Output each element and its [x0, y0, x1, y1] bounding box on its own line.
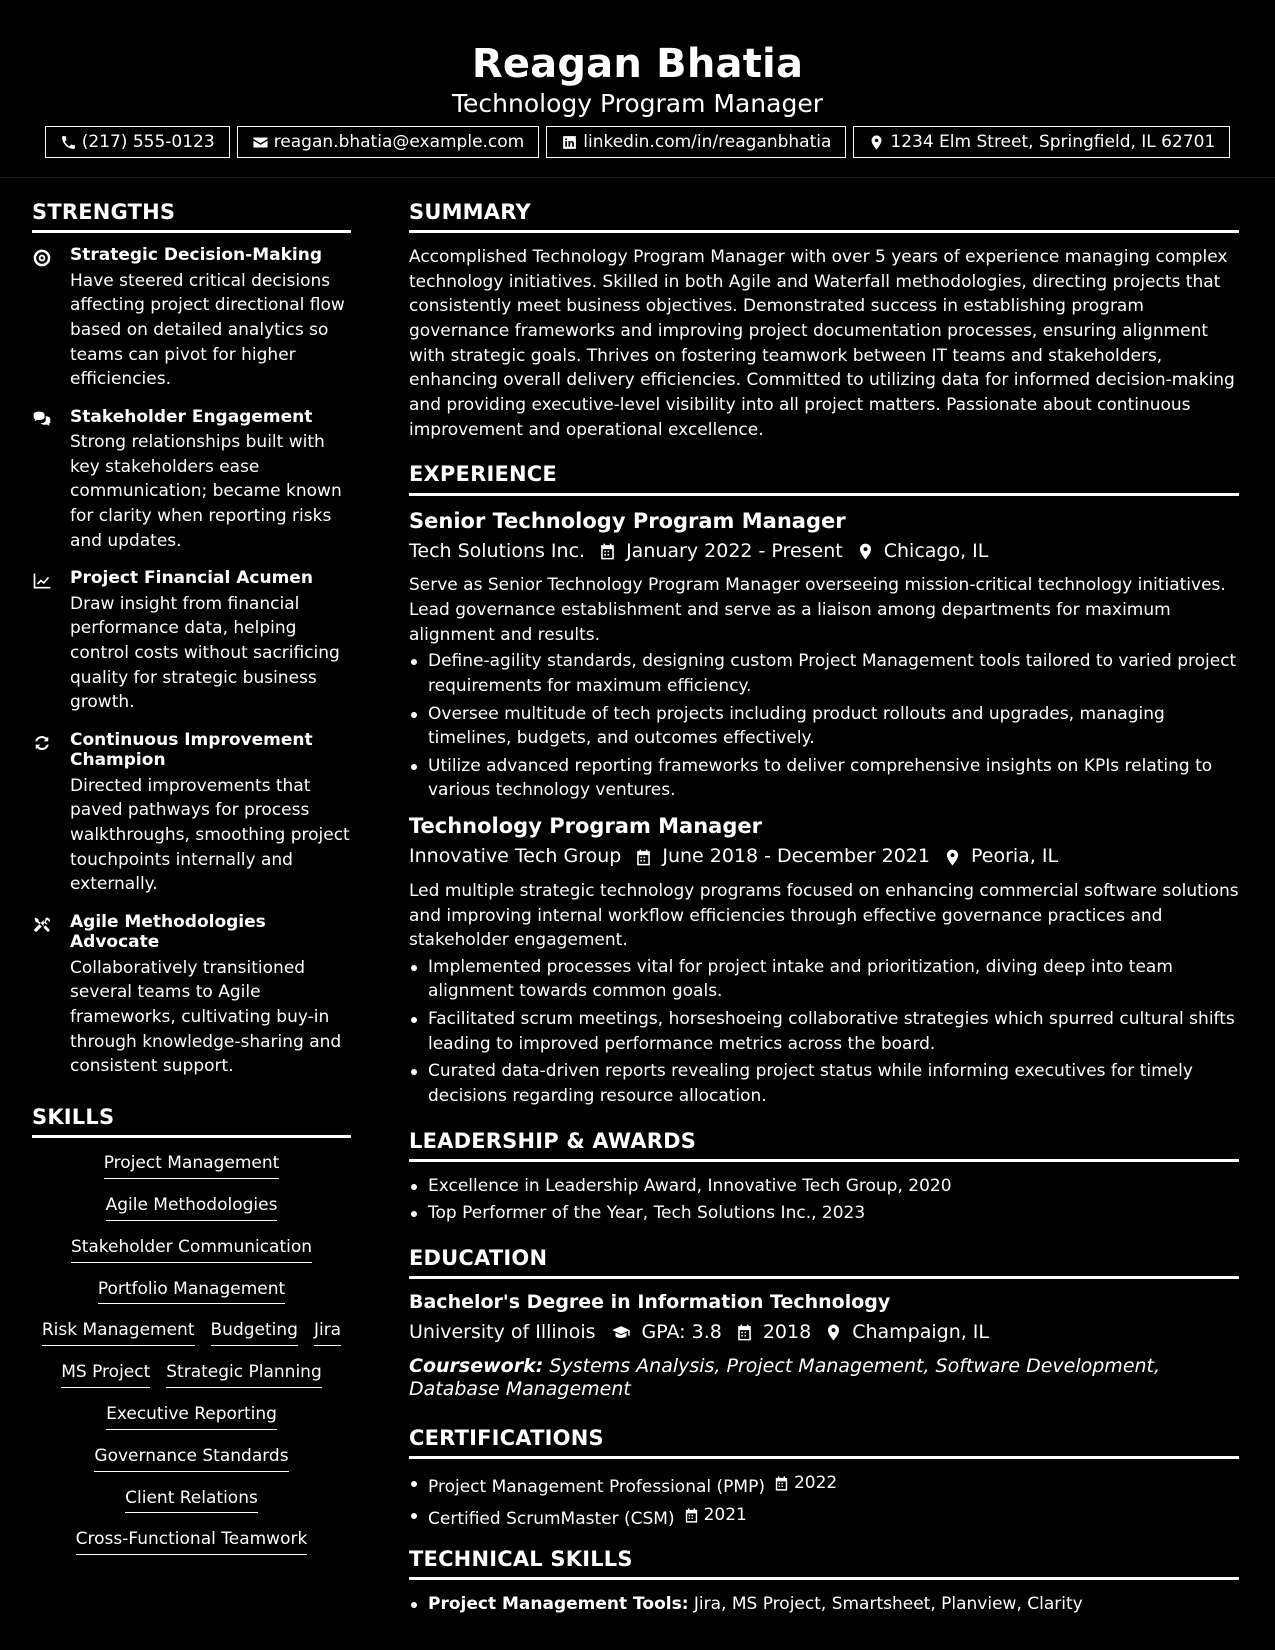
technical-skills-heading: TECHNICAL SKILLS — [409, 1547, 1239, 1580]
contact-bar — [0, 126, 1275, 158]
technical-skill-value: Jira, MS Project, Smartsheet, Planview, Clarity — [693, 1594, 1083, 1615]
target-icon — [32, 248, 52, 268]
job-bullet: Oversee multitude of tech projects including product rollouts and upgrades, managing timelines, budgets, and outcomes effectively. — [409, 702, 1239, 751]
strength-text: Draw insight from financial performance data, helping control costs without sacrificing quality for strategic business growth. — [70, 593, 340, 713]
calendar-icon — [598, 542, 617, 561]
skill-tag: Budgeting — [211, 1319, 298, 1346]
coursework-text: Systems Analysis, Project Management, Software Development, Database Management — [409, 1354, 1161, 1401]
job-entry — [409, 508, 1239, 804]
strength-item — [32, 912, 351, 1079]
certification-item — [409, 1471, 1239, 1499]
email-text: reagan.bhatia@example.com — [273, 131, 525, 152]
certification-year: 2021 — [703, 1504, 747, 1525]
education-degree: Bachelor's Degree in Information Technology — [409, 1291, 891, 1314]
awards-list — [409, 1174, 1239, 1226]
job-description: Serve as Senior Technology Program Manager overseeing mission-critical technology initiatives. Lead governance establishment and serve as a liaison among departments for maximum alignment and results. — [409, 575, 1226, 645]
contact-linkedin[interactable] — [546, 126, 846, 158]
right-column — [409, 178, 1239, 1620]
candidate-name: Reagan Bhatia — [471, 41, 804, 87]
linkedin-text: linkedin.com/in/reaganbhatia — [583, 131, 832, 152]
job-dates: January 2022 - Present — [626, 539, 843, 562]
certification-year: 2022 — [793, 1473, 838, 1494]
map-marker-icon — [943, 848, 962, 867]
skill-tag: Jira — [314, 1319, 341, 1346]
job-meta — [409, 538, 1239, 566]
strength-item — [32, 568, 351, 715]
education-year: 2018 — [762, 1321, 812, 1344]
strength-title: Project Financial Acumen — [70, 568, 313, 589]
skill-tag: Client Relations — [125, 1487, 258, 1514]
education-gpa: GPA: 3.8 — [641, 1321, 722, 1344]
skills-list — [32, 1152, 351, 1555]
summary-heading: SUMMARY — [409, 200, 1239, 233]
resume-header — [0, 0, 1275, 178]
linkedin-icon — [561, 134, 578, 151]
strength-text: Strong relationships built with key stakeholders ease communication; became known for clarity when reporting risks and updates. — [70, 432, 342, 551]
skill-tag: Executive Reporting — [106, 1403, 277, 1430]
certifications-heading: CERTIFICATIONS — [409, 1426, 1239, 1459]
job-title: Senior Technology Program Manager — [409, 508, 846, 533]
job-bullets — [409, 955, 1239, 1109]
envelope-icon — [252, 134, 269, 151]
strengths-heading: STRENGTHS — [32, 200, 351, 233]
strength-title: Continuous Improvement Champion — [70, 729, 313, 771]
refresh-icon — [32, 733, 52, 753]
line-chart-icon — [32, 571, 52, 591]
job-dates: June 2018 - December 2021 — [662, 845, 930, 868]
job-title: Technology Program Manager — [409, 814, 762, 839]
calendar-icon — [634, 848, 653, 867]
strength-title: Strategic Decision-Making — [70, 245, 322, 266]
technical-skills-list — [409, 1592, 1239, 1617]
technical-skill-label: Project Management Tools: — [428, 1594, 689, 1615]
certification-name: Project Management Professional (PMP) — [428, 1477, 765, 1498]
leadership-heading: LEADERSHIP & AWARDS — [409, 1129, 1239, 1162]
skill-tag: MS Project — [61, 1361, 150, 1388]
left-column — [32, 178, 351, 1620]
strength-text: Have steered critical decisions affecting project directional flow based on detailed analytics so teams can pivot for higher efficiencies. — [70, 270, 345, 390]
map-marker-icon — [868, 134, 885, 151]
education-location: Champaign, IL — [852, 1321, 990, 1344]
skill-tag: Project Management — [104, 1152, 280, 1179]
job-meta — [409, 843, 1239, 871]
job-bullet: Implemented processes vital for project intake and prioritization, diving deep into team alignment towards common goals. — [409, 955, 1239, 1004]
job-bullets — [409, 649, 1239, 803]
skill-tag: Strategic Planning — [166, 1361, 321, 1388]
skill-tag: Stakeholder Communication — [71, 1236, 312, 1263]
skill-tag: Risk Management — [42, 1319, 195, 1346]
award-item: Top Performer of the Year, Tech Solutions Inc., 2023 — [409, 1201, 1239, 1226]
job-bullet: Curated data-driven reports revealing project status while informing executives for timely decisions regarding resource allocation. — [409, 1059, 1239, 1108]
address-text: 1234 Elm Street, Springfield, IL 62701 — [890, 131, 1216, 152]
calendar-icon — [735, 1323, 754, 1342]
award-item: Excellence in Leadership Award, Innovative Tech Group, 2020 — [409, 1174, 1239, 1199]
comments-icon — [32, 410, 52, 430]
map-marker-icon — [824, 1323, 843, 1342]
skills-heading: SKILLS — [32, 1105, 351, 1138]
strength-title: Stakeholder Engagement — [70, 406, 313, 427]
technical-skill-item — [409, 1592, 1239, 1617]
strength-title: Agile Methodologies Advocate — [70, 911, 266, 953]
phone-text: (217) 555-0123 — [81, 131, 215, 152]
skill-tag: Portfolio Management — [98, 1278, 285, 1305]
coursework-label: Coursework: — [409, 1354, 544, 1377]
strength-item — [32, 245, 351, 392]
job-location: Chicago, IL — [883, 539, 989, 562]
contact-email[interactable] — [237, 126, 540, 158]
skill-tag: Governance Standards — [94, 1445, 288, 1472]
strength-item — [32, 407, 351, 554]
map-marker-icon — [856, 542, 875, 561]
job-description: Led multiple strategic technology programs focused on enhancing commercial software solutions and improving internal workflow efficiencies through effective governance practices and stakeholder engagement. — [409, 880, 1239, 951]
skill-tag: Agile Methodologies — [106, 1194, 278, 1221]
job-bullet: Facilitated scrum meetings, horseshoeing collaborative strategies which spurred cultural shifts leading to improved performance metrics across the board. — [409, 1007, 1239, 1056]
contact-phone[interactable] — [45, 126, 230, 158]
education-heading: EDUCATION — [409, 1246, 1239, 1279]
job-company: Innovative Tech Group — [409, 845, 622, 868]
resume-body — [0, 178, 1275, 1620]
job-bullet: Utilize advanced reporting frameworks to deliver comprehensive insights on KPIs relating to various technology ventures. — [409, 754, 1239, 803]
summary-text: Accomplished Technology Program Manager with over 5 years of experience managing complex technology initiatives. Skilled in both Agile and Waterfall methodologies, directing projects that consistently meet business objectives. Demonstrated success in establishing program governance frameworks and improving project documentation processes, ensuring alignment with strategic goals. Thrives on fostering teamwork between IT teams and stakeholders, enhancing overall delivery efficiencies. Committed to utilizing data for informed decision-making and providing executive-level visibility into all project matters. Passionate about continuous improvement and operational excellence. — [409, 247, 1235, 440]
certifications-list — [409, 1471, 1239, 1531]
contact-address[interactable] — [853, 126, 1230, 158]
job-bullet: Define-agility standards, designing custom Project Management tools tailored to varied project requirements for maximum efficiency. — [409, 649, 1239, 698]
calendar-icon — [773, 1475, 790, 1492]
certification-name: Certified ScrumMaster (CSM) — [428, 1508, 675, 1529]
strength-text: Collaboratively transitioned several teams to Agile frameworks, cultivating buy-in through knowledge-sharing and consistent support. — [70, 957, 342, 1077]
strength-text: Directed improvements that paved pathways for process walkthroughs, smoothing project touchpoints internally and externally. — [70, 775, 350, 895]
phone-icon — [60, 134, 77, 151]
job-company: Tech Solutions Inc. — [409, 539, 586, 562]
graduation-cap-icon — [609, 1323, 633, 1342]
experience-heading: EXPERIENCE — [409, 462, 1239, 495]
job-entry — [409, 813, 1239, 1109]
education-meta — [409, 1319, 1239, 1347]
strength-item — [32, 730, 351, 897]
certification-item — [409, 1503, 1239, 1531]
tools-icon — [32, 915, 52, 935]
skill-tag: Cross-Functional Teamwork — [76, 1528, 308, 1555]
education-school: University of Illinois — [409, 1321, 596, 1344]
job-location: Peoria, IL — [970, 845, 1059, 868]
calendar-icon — [683, 1507, 700, 1524]
education-coursework — [409, 1355, 1239, 1403]
candidate-title: Technology Program Manager — [452, 89, 823, 118]
